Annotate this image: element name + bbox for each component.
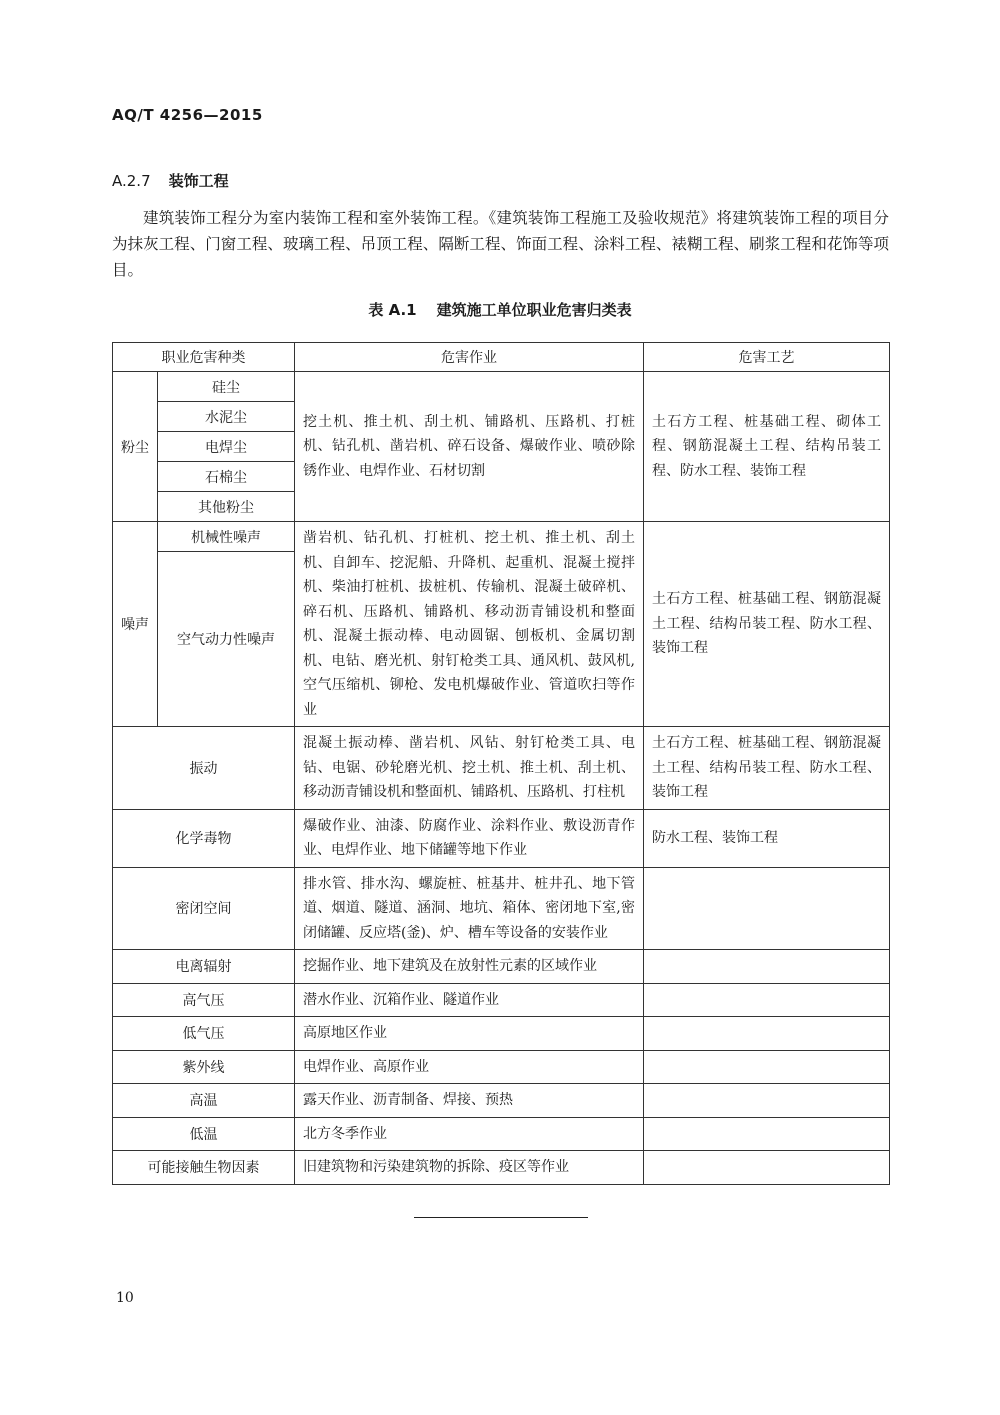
section-heading: [112, 170, 229, 191]
processes-cell: [644, 1117, 890, 1151]
table-caption-number: 表 A.1: [368, 301, 417, 319]
category-cell: 密闭空间: [113, 867, 295, 950]
subtype-cell: 其他粉尘: [158, 492, 295, 522]
operations-cell: 挖掘作业、地下建筑及在放射性元素的区域作业: [295, 950, 644, 984]
subtype-cell: 机械性噪声: [158, 522, 295, 552]
table-row: [113, 522, 890, 552]
processes-cell: [644, 1050, 890, 1084]
subtype-cell: 石棉尘: [158, 462, 295, 492]
category-cell: 低温: [113, 1117, 295, 1151]
processes-cell: [644, 983, 890, 1017]
subtype-cell: 空气动力性噪声: [158, 552, 295, 727]
header-hazard-processes: 危害工艺: [644, 343, 890, 372]
subtype-cell: 电焊尘: [158, 432, 295, 462]
table-row: [113, 950, 890, 984]
operations-cell: 混凝土振动棒、凿岩机、风钻、射钉枪类工具、电钻、电锯、砂轮磨光机、挖土机、推土机、刮土机、移动沥青铺设机和整面机、铺路机、压路机、打柱机: [295, 727, 644, 810]
category-cell: 可能接触生物因素: [113, 1151, 295, 1185]
table-row: [113, 1084, 890, 1118]
end-of-table-rule: [414, 1217, 588, 1218]
table-row: [113, 1117, 890, 1151]
operations-cell: 排水管、排水沟、螺旋桩、桩基井、桩井孔、地下管道、烟道、隧道、涵洞、地坑、箱体、密闭地下室,密闭储罐、反应塔(釜)、炉、槽车等设备的安装作业: [295, 867, 644, 950]
table-header-row: [113, 343, 890, 372]
dust-operations-cell: 挖土机、推土机、刮土机、铺路机、压路机、打桩机、钻孔机、凿岩机、碎石设备、爆破作业、喷砂除锈作业、电焊作业、石材切割: [295, 372, 644, 522]
section-paragraph: 建筑装饰工程分为室内装饰工程和室外装饰工程。《建筑装饰工程施工及验收规范》将建筑装饰工程的项目分为抹灰工程、门窗工程、玻璃工程、吊顶工程、隔断工程、饰面工程、涂料工程、裱糊工程、刷浆工程和花饰等项目。: [112, 209, 889, 279]
section-title: 装饰工程: [168, 172, 229, 190]
subtype-cell: 水泥尘: [158, 402, 295, 432]
operations-cell: 高原地区作业: [295, 1017, 644, 1051]
section-number: A.2.7: [112, 172, 151, 190]
category-cell: 高温: [113, 1084, 295, 1118]
category-cell: 化学毒物: [113, 809, 295, 867]
table-row: [113, 867, 890, 950]
table-caption-title: 建筑施工单位职业危害归类表: [436, 301, 632, 319]
operations-cell: 爆破作业、油漆、防腐作业、涂料作业、敷设沥青作业、电焊作业、地下储罐等地下作业: [295, 809, 644, 867]
hazard-classification-table: [112, 342, 890, 1185]
noise-operations-cell: 凿岩机、钻孔机、打桩机、挖土机、推土机、刮土机、自卸车、挖泥船、升降机、起重机、混凝土搅拌机、柴油打桩机、拔桩机、传输机、混凝土破碎机、碎石机、压路机、铺路机、移动沥青铺设机和整面机、混凝土振动棒、电动圆锯、刨板机、金属切割机、电钻、磨光机、射钉枪类工具、通风机、鼓风机,空气压缩机、铆枪、发电机爆破作业、管道吹扫等作业: [295, 522, 644, 727]
page-number: 10: [116, 1290, 134, 1306]
processes-cell: [644, 1017, 890, 1051]
noise-processes-cell: 土石方工程、桩基础工程、钢筋混凝土工程、结构吊装工程、防水工程、装饰工程: [644, 522, 890, 727]
table-caption: [0, 299, 1000, 320]
dust-processes-cell: 土石方工程、桩基础工程、砌体工程、钢筋混凝土工程、结构吊装工程、防水工程、装饰工程: [644, 372, 890, 522]
header-hazard-type: 职业危害种类: [113, 343, 295, 372]
processes-cell: [644, 950, 890, 984]
category-cell: 电离辐射: [113, 950, 295, 984]
category-cell: 低气压: [113, 1017, 295, 1051]
processes-cell: [644, 1084, 890, 1118]
operations-cell: 北方冬季作业: [295, 1117, 644, 1151]
processes-cell: [644, 1151, 890, 1185]
category-dust: 粉尘: [113, 372, 158, 522]
table-row: [113, 983, 890, 1017]
category-noise: 噪声: [113, 522, 158, 727]
table-row: [113, 1017, 890, 1051]
category-cell: 振动: [113, 727, 295, 810]
category-cell: 紫外线: [113, 1050, 295, 1084]
category-cell: 高气压: [113, 983, 295, 1017]
processes-cell: 土石方工程、桩基础工程、钢筋混凝土工程、结构吊装工程、防水工程、装饰工程: [644, 727, 890, 810]
table-row: [113, 372, 890, 402]
table-row: [113, 809, 890, 867]
operations-cell: 露天作业、沥青制备、焊接、预热: [295, 1084, 644, 1118]
header-hazard-operations: 危害作业: [295, 343, 644, 372]
processes-cell: [644, 867, 890, 950]
processes-cell: 防水工程、装饰工程: [644, 809, 890, 867]
operations-cell: 旧建筑物和污染建筑物的拆除、疫区等作业: [295, 1151, 644, 1185]
table-row: [113, 727, 890, 810]
table-row: [113, 1151, 890, 1185]
operations-cell: 潜水作业、沉箱作业、隧道作业: [295, 983, 644, 1017]
operations-cell: 电焊作业、高原作业: [295, 1050, 644, 1084]
standard-code: AQ/T 4256—2015: [112, 106, 263, 124]
table-row: [113, 1050, 890, 1084]
subtype-cell: 硅尘: [158, 372, 295, 402]
